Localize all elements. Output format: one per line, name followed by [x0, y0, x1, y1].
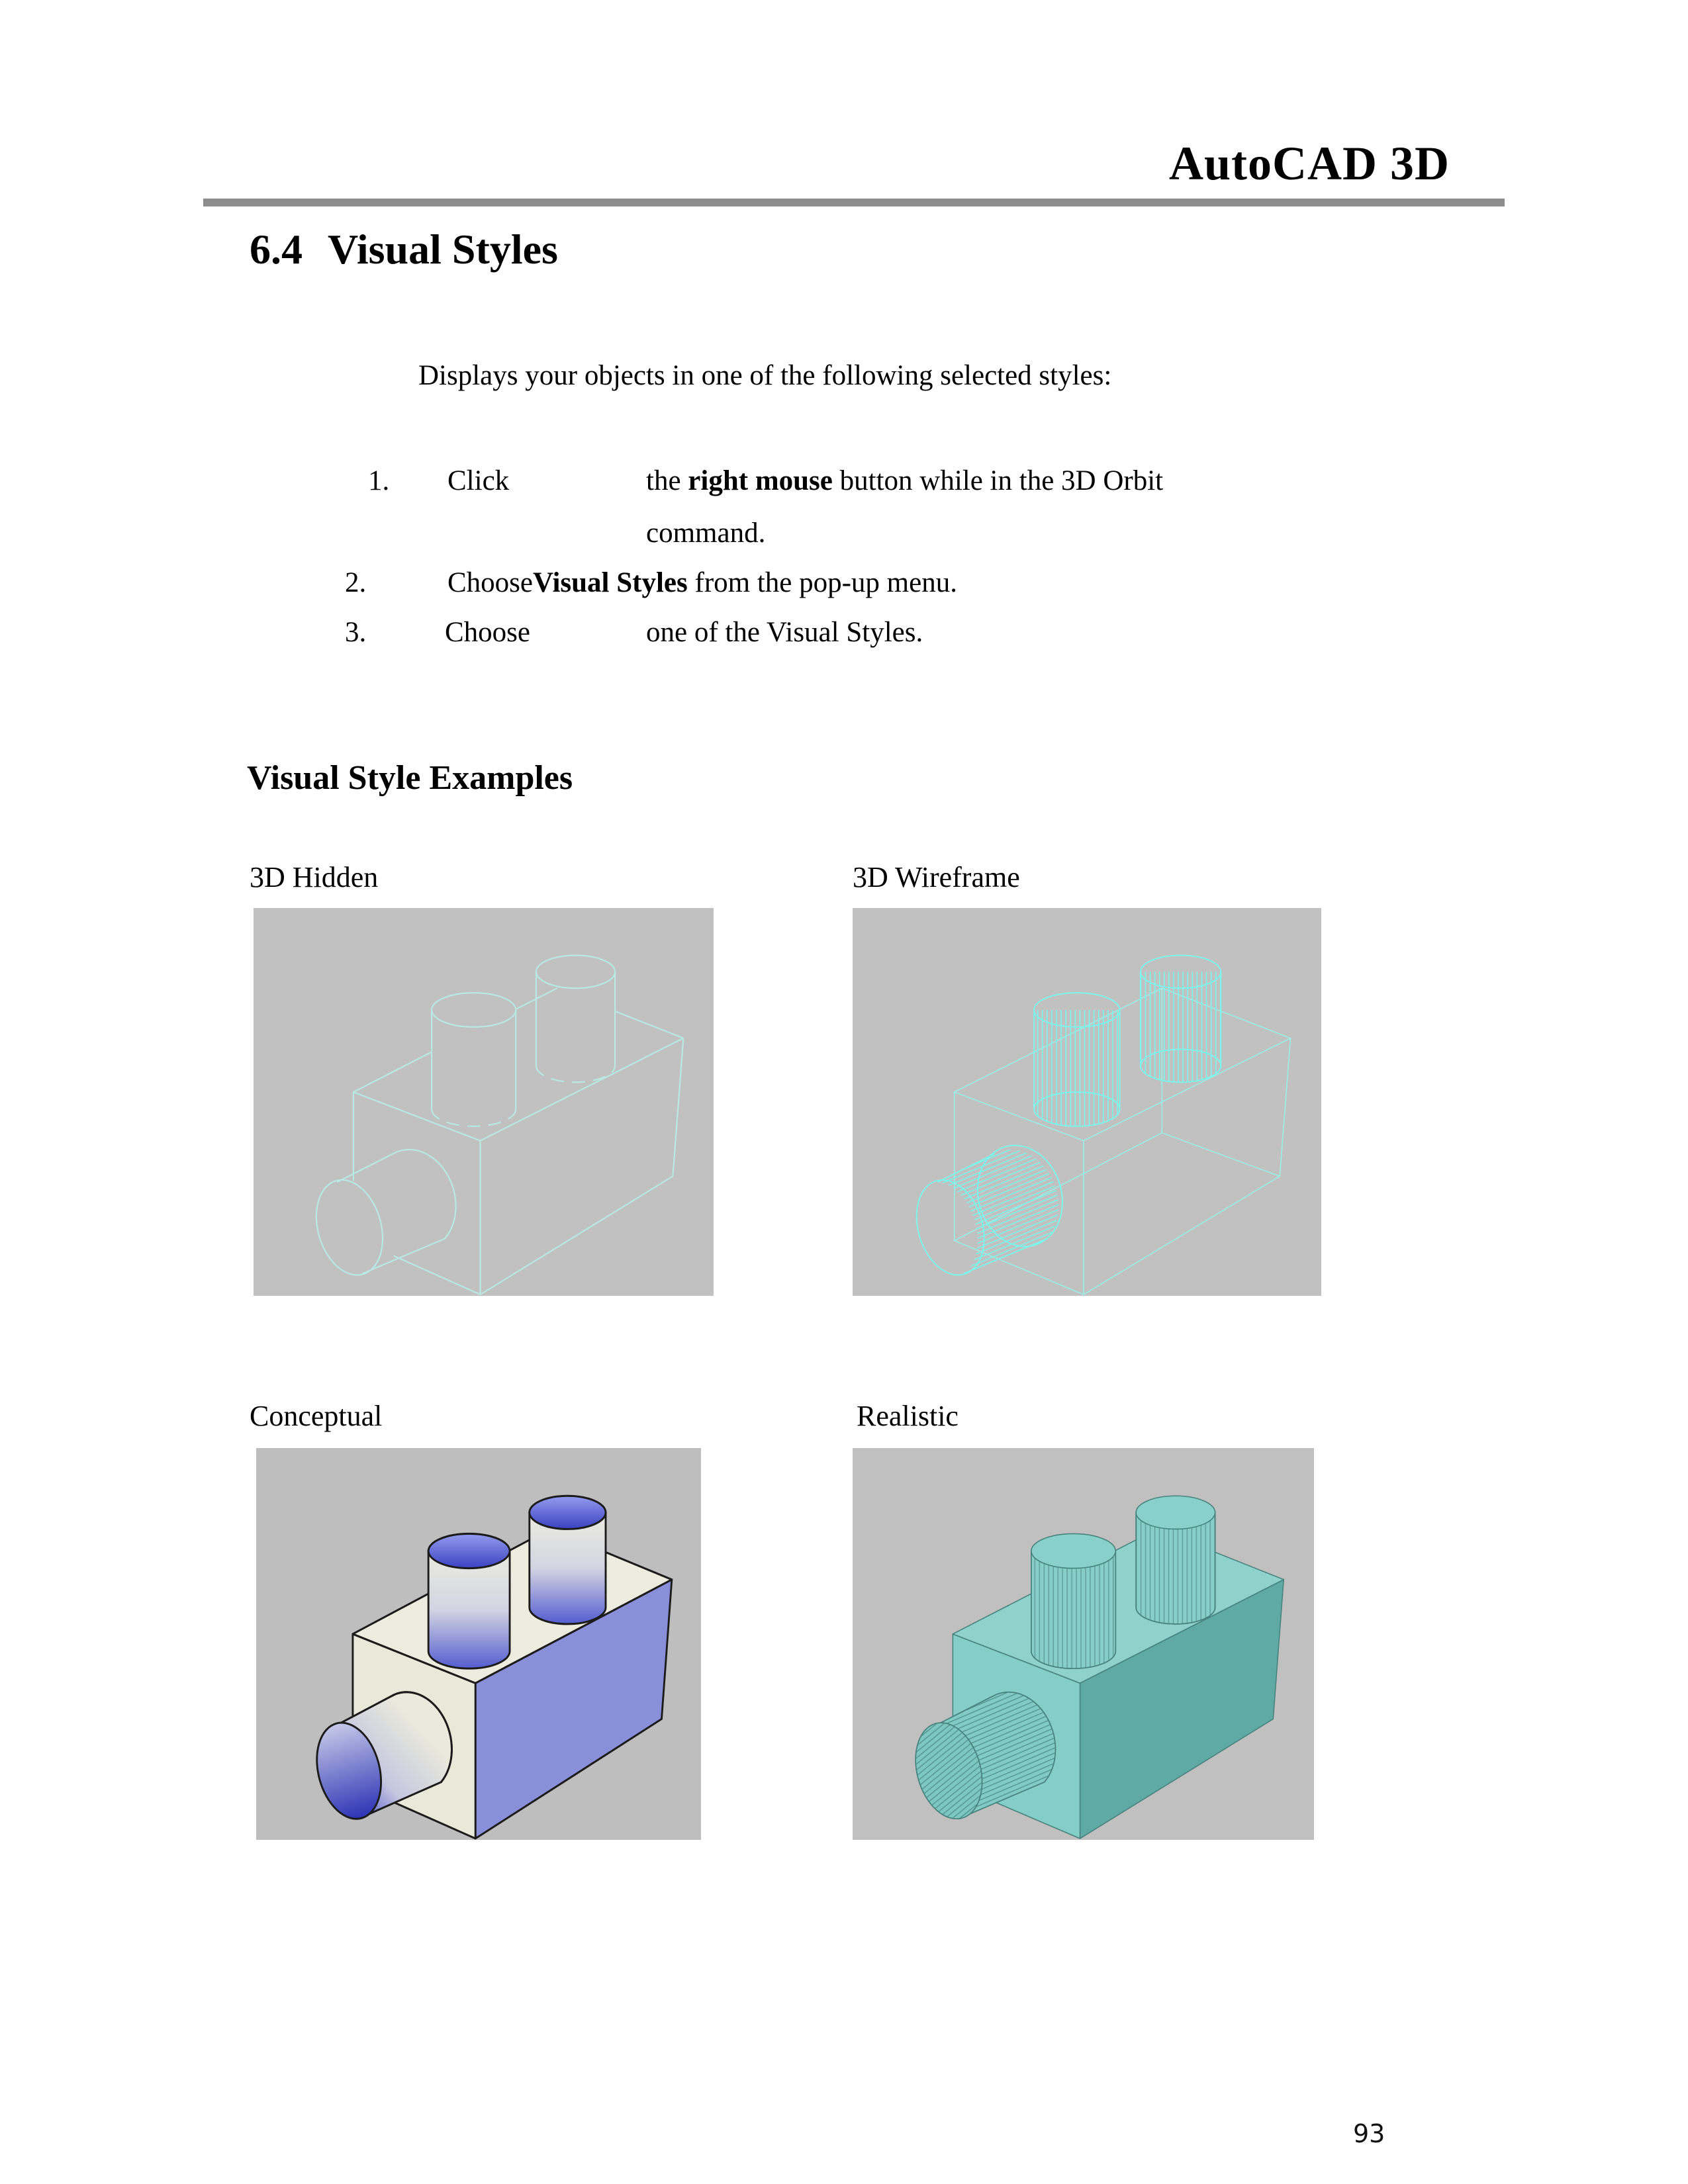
page-header-title: AutoCAD 3D	[1169, 137, 1450, 190]
label-3d-hidden: 3D Hidden	[250, 861, 379, 893]
step-2-text-pre: Choose	[447, 567, 533, 598]
label-3d-wireframe: 3D Wireframe	[853, 861, 1020, 893]
intro-text: Displays your objects in one of the following selected styles:	[418, 360, 1112, 391]
figure-realistic-image	[853, 1448, 1314, 1840]
step-1-text-bold: right mouse	[688, 465, 833, 496]
section-number: 6.4	[250, 226, 303, 273]
step-2-number: 2.	[345, 567, 367, 598]
step-1-text	[646, 465, 1163, 497]
figure-3d-hidden-image	[254, 908, 714, 1296]
section-title: Visual Styles	[328, 226, 558, 273]
section-heading	[250, 225, 558, 274]
step-1-text-pre: the	[646, 465, 688, 496]
page-number: 93	[1353, 2119, 1385, 2148]
realistic-render	[853, 1448, 1314, 1840]
3d-wireframe-render	[853, 908, 1321, 1296]
figure-3d-wireframe-image	[853, 908, 1321, 1296]
examples-heading: Visual Style Examples	[247, 759, 573, 797]
label-conceptual: Conceptual	[250, 1400, 383, 1432]
step-1-continuation: command.	[646, 518, 766, 549]
step-3-text: one of the Visual Styles.	[646, 617, 923, 648]
step-3-number: 3.	[345, 617, 367, 648]
step-2-text	[447, 567, 957, 599]
step-1-verb: Click	[447, 465, 510, 496]
conceptual-render	[256, 1448, 701, 1840]
step-1-text-post: button while in the 3D Orbit	[832, 465, 1164, 496]
3d-hidden-render	[254, 908, 714, 1296]
step-1-number: 1.	[368, 465, 390, 496]
label-realistic: Realistic	[857, 1400, 959, 1432]
step-2-text-bold: Visual Styles	[533, 567, 688, 598]
figure-conceptual-image	[256, 1448, 701, 1840]
header-rule	[203, 199, 1505, 206]
step-3-verb: Choose	[445, 617, 530, 648]
step-2-text-post: from the pop-up menu.	[687, 567, 957, 598]
